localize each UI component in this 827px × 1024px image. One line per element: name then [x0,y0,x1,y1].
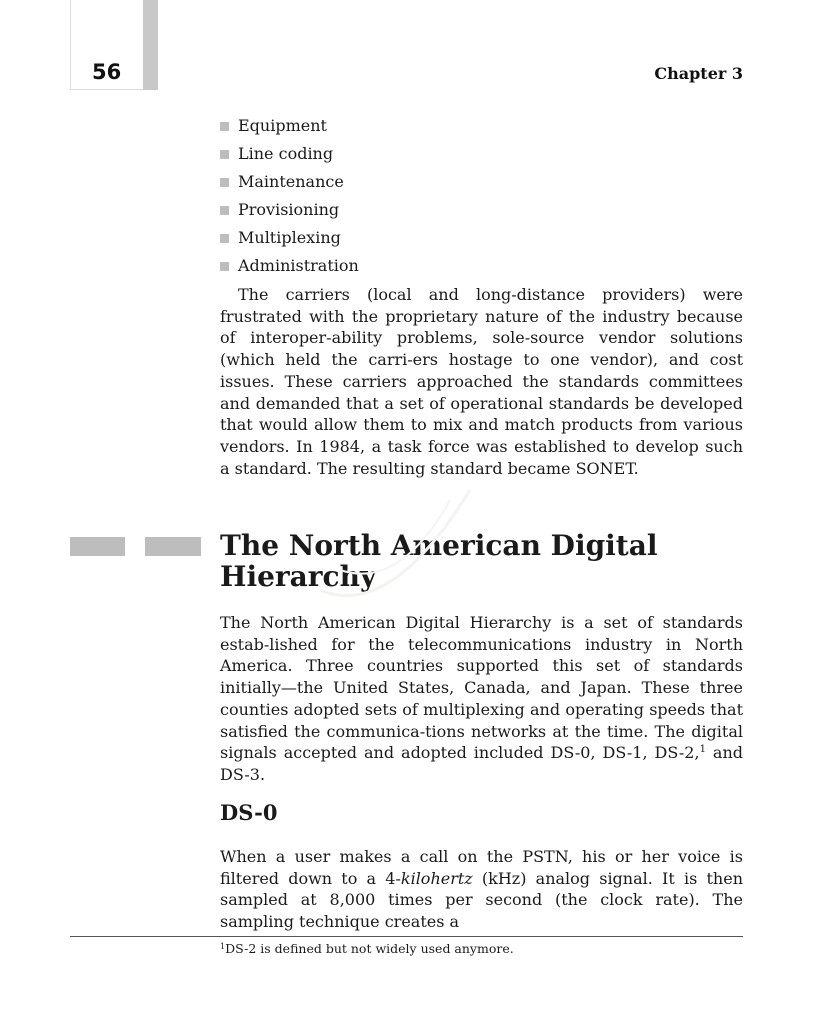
bullet-list [220,112,743,280]
ds0-text-end: (kHz) analog signal. It is then sampled at 8,000 times per second (the clock rate). The sampling technique creates a [220,868,744,932]
square-bullet-icon [220,262,229,271]
footnote-text: DS-2 is defined but not widely used anymore. [225,941,514,956]
hierarchy-text-end: and DS-3. [220,743,744,784]
ds0-text-start: When a user makes a call on the PSTN, his or her voice is filtered down to a 4- [220,847,743,888]
hierarchy-paragraph [220,612,743,786]
ds0-italic-term: kilohertz [400,868,473,888]
list-item [220,196,743,224]
page-number: 56 [92,60,122,84]
hierarchy-text: The North American Digital Hierarchy is a set of standards estab-lished for the telecommunications industry in North America. Three countries supported this set of standards initially—the United States, Canada, and Japan. These three counties adopted sets of multiplexing and operating speeds that satisfied the communica-tions networks at the time. The digital signals accepted and adopted included DS-0, DS-1, DS-2, [220,613,743,763]
running-head: Chapter 3 [654,64,743,83]
list-item [220,224,743,252]
list-item-label: Maintenance [238,172,344,191]
footnote-reference[interactable]: 1 [699,744,706,756]
list-item [220,140,743,168]
heading-bar-left [70,537,125,556]
list-item [220,112,743,140]
footnote-marker: 1 [220,942,226,951]
list-item-label: Provisioning [238,200,340,219]
square-bullet-icon [220,234,229,243]
heading-bar-right [145,537,201,556]
footnote-divider [70,936,743,937]
page-tab-bar [143,0,158,90]
list-item-label: Administration [238,256,359,275]
section-title [220,530,743,592]
ds0-paragraph [220,846,743,933]
footnote [220,940,514,958]
list-item [220,168,743,196]
list-item-label: Line coding [238,144,334,163]
square-bullet-icon [220,122,229,131]
list-item [220,252,743,280]
list-item-label: Equipment [238,116,327,135]
list-item-label: Multiplexing [238,228,341,247]
square-bullet-icon [220,206,229,215]
square-bullet-icon [220,150,229,159]
section-title-line-2: Hierarchy [220,560,377,593]
subsection-title: DS-0 [220,800,278,825]
section-title-line-1: The North American Digital [220,529,658,562]
square-bullet-icon [220,178,229,187]
carriers-paragraph: The carriers (local and long-distance providers) were frustrated with the proprietary nature of the industry because of interoper-ability problems, sole-source vendor solutions (which held the carri-ers hostage to one vendor), and cost issues. These carriers approached the standards committees and demanded that a set of operational standards be developed that would allow them to mix and match products from various vendors. In 1984, a task force was established to develop such a standard. The resulting standard became SONET. [220,285,743,478]
